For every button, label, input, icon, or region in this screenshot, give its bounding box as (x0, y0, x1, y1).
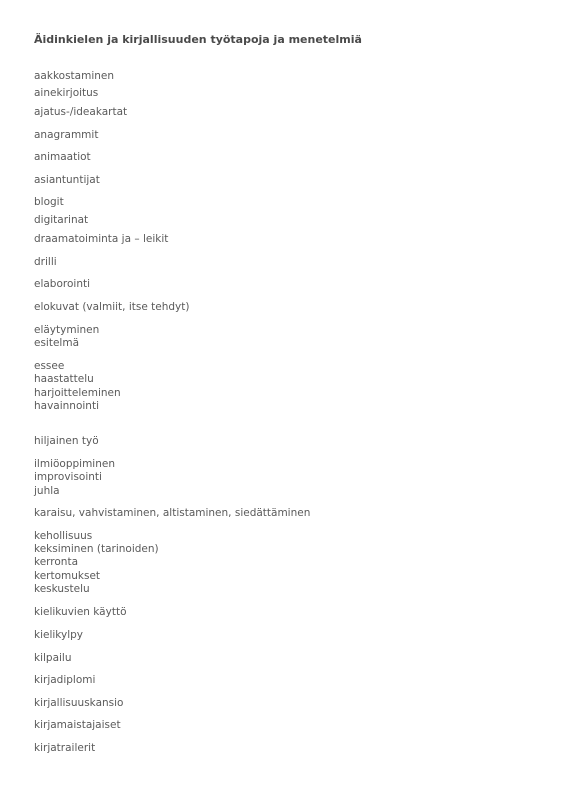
list-item: eläytyminen (34, 324, 100, 336)
list-item: kehollisuus (34, 530, 93, 542)
list-item: ajatus-/ideakartat (34, 106, 128, 118)
list-item: ainekirjoitus (34, 87, 99, 99)
list-item: drilli (34, 256, 57, 268)
list-item: animaatiot (34, 151, 91, 163)
list-item: havainnointi (34, 400, 99, 412)
list-item: juhla (34, 485, 60, 497)
list-item: elaborointi (34, 278, 91, 290)
list-item: essee (34, 360, 65, 372)
list-item: karaisu, vahvistaminen, altistaminen, siedättäminen (34, 507, 311, 519)
list-item: elokuvat (valmiit, itse tehdyt) (34, 301, 190, 313)
list-item: kertomukset (34, 570, 101, 582)
list-item: esitelmä (34, 337, 80, 349)
list-item: harjoitteleminen (34, 387, 121, 399)
list-item: kilpailu (34, 652, 72, 664)
list-item: draamatoiminta ja – leikit (34, 233, 169, 245)
list-item: kielikuvien käyttö (34, 606, 127, 618)
list-item: kirjallisuuskansio (34, 697, 124, 709)
list-item: hiljainen työ (34, 435, 99, 447)
list-item: keskustelu (34, 583, 90, 595)
list-item: kirjadiplomi (34, 674, 96, 686)
list-item: kielikylpy (34, 629, 84, 641)
page-title: Äidinkielen ja kirjallisuuden työtapoja ja menetelmiä (34, 33, 362, 46)
list-item: improvisointi (34, 471, 102, 483)
list-item: kerronta (34, 556, 79, 568)
list-item: anagrammit (34, 129, 99, 141)
list-item: aakkostaminen (34, 70, 115, 82)
list-item: kirjamaistajaiset (34, 719, 121, 731)
list-item: keksiminen (tarinoiden) (34, 543, 159, 555)
list-item: haastattelu (34, 373, 94, 385)
list-item: digitarinat (34, 214, 89, 226)
list-item: kirjatrailerit (34, 742, 96, 754)
list-item: ilmiöoppiminen (34, 458, 115, 470)
list-item: asiantuntijat (34, 174, 100, 186)
list-item: blogit (34, 196, 64, 208)
